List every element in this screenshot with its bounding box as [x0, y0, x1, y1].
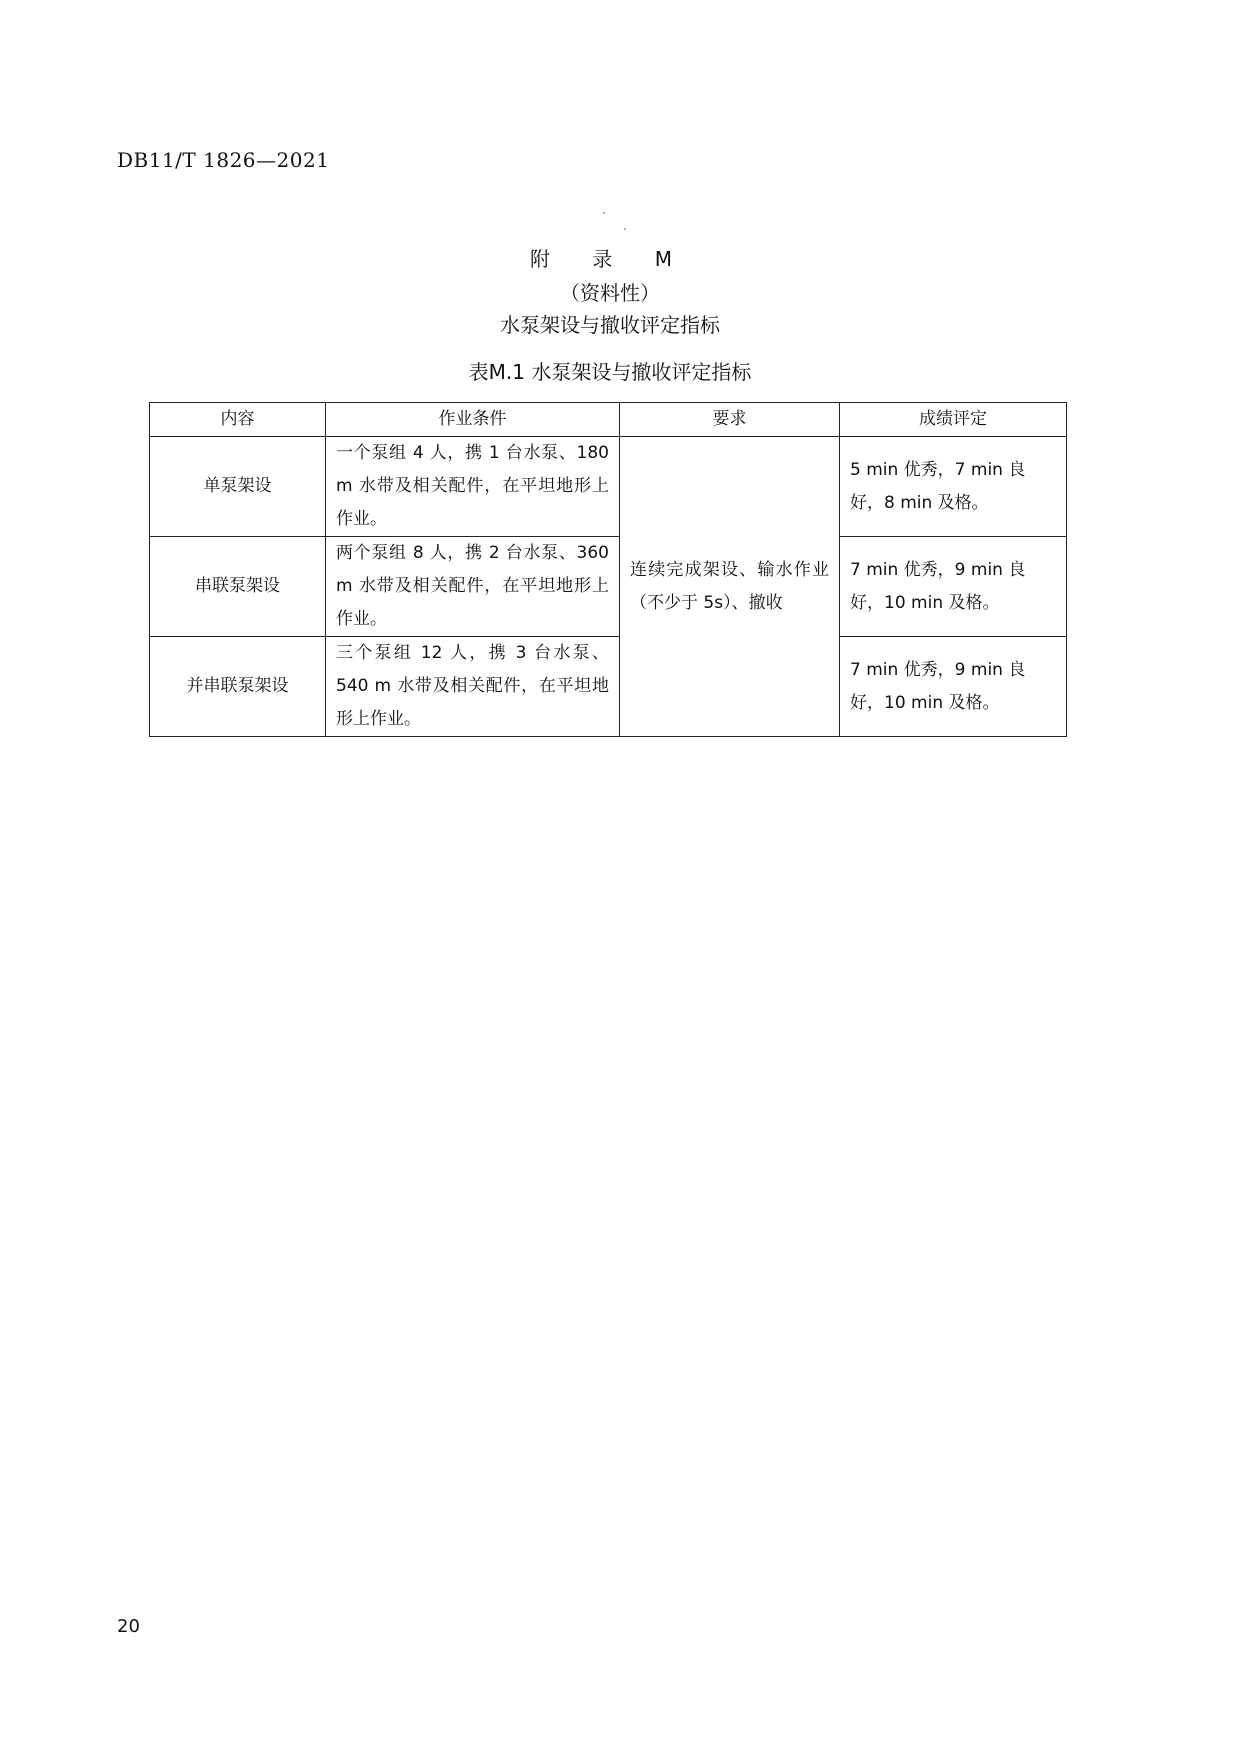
table-header-row	[150, 403, 1067, 437]
appendix-title: 附 录 M	[530, 247, 690, 271]
table-row	[150, 437, 1067, 537]
cell-score: 5 min 优秀，7 min 良好，8 min 及格。	[840, 437, 1067, 537]
cell-score: 7 min 优秀，9 min 良好，10 min 及格。	[840, 537, 1067, 637]
table-caption: 表M.1 水泵架设与撤收评定指标	[468, 360, 752, 384]
cell-condition: 一个泵组 4 人，携 1 台水泵、180 m 水带及相关配件，在平坦地形上作业。	[326, 437, 620, 537]
cell-requirement: 连续完成架设、输水作业（不少于 5s）、撤收	[620, 437, 840, 737]
scan-speck	[624, 228, 626, 230]
cell-content: 串联泵架设	[150, 537, 326, 637]
header-content: 内容	[150, 403, 326, 437]
evaluation-table	[149, 402, 1067, 737]
header-condition: 作业条件	[326, 403, 620, 437]
page-number: 20	[117, 1616, 140, 1637]
cell-content: 单泵架设	[150, 437, 326, 537]
appendix-nature: （资料性）	[560, 281, 660, 305]
header-requirement: 要求	[620, 403, 840, 437]
cell-content: 并串联泵架设	[150, 637, 326, 737]
document-code: DB11/T 1826—2021	[117, 148, 330, 172]
table-row	[150, 537, 1067, 637]
table-row	[150, 637, 1067, 737]
scan-speck	[603, 212, 605, 214]
cell-condition: 两个泵组 8 人，携 2 台水泵、360 m 水带及相关配件，在平坦地形上作业。	[326, 537, 620, 637]
header-score: 成绩评定	[840, 403, 1067, 437]
cell-condition: 三个泵组 12 人，携 3 台水泵、540 m 水带及相关配件，在平坦地形上作业。	[326, 637, 620, 737]
cell-score: 7 min 优秀，9 min 良好，10 min 及格。	[840, 637, 1067, 737]
appendix-subject: 水泵架设与撤收评定指标	[500, 313, 720, 337]
